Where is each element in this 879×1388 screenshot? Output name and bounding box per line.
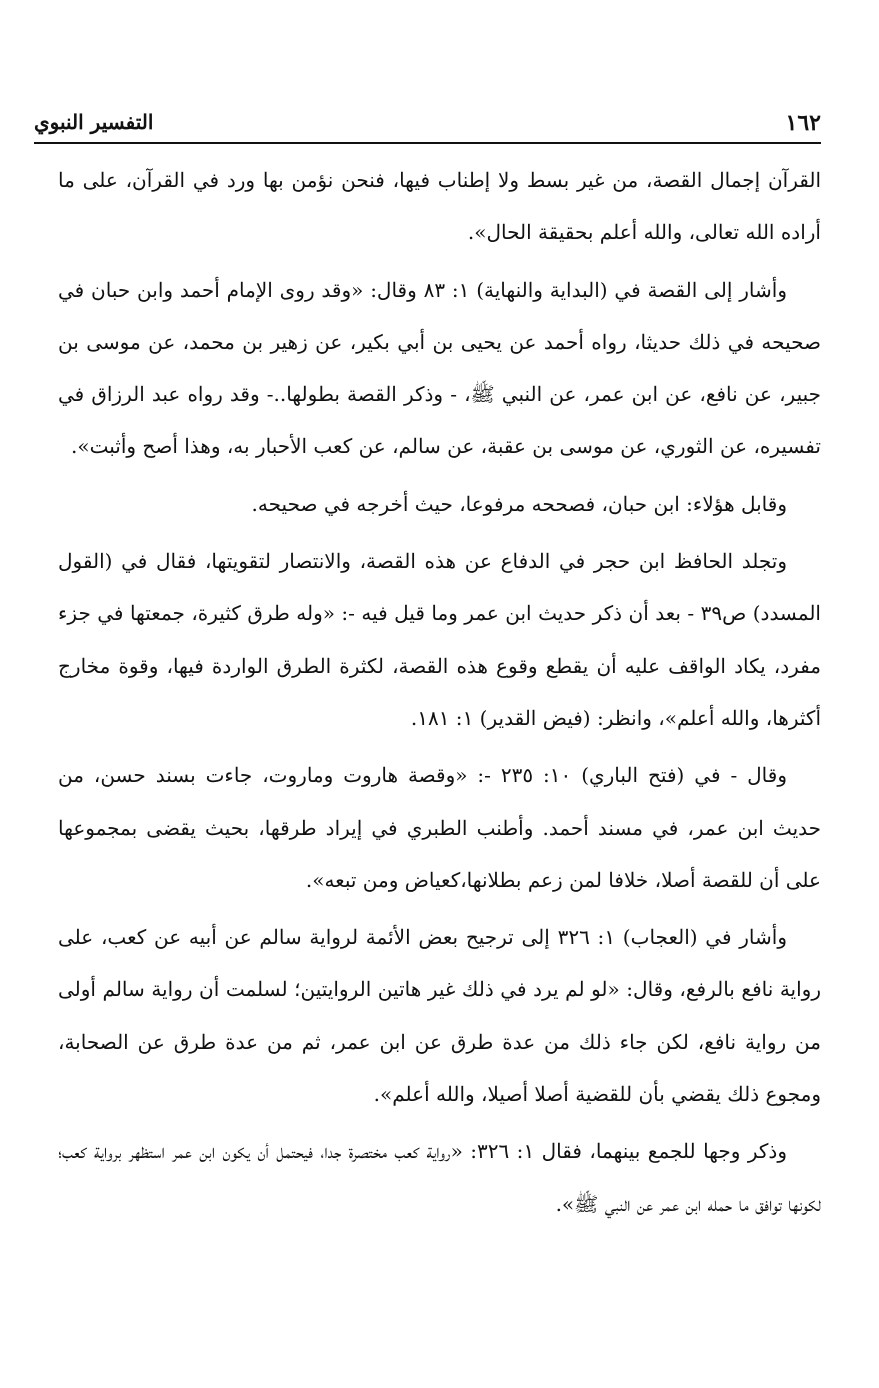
paragraph-ibn-hajar: وتجلد الحافظ ابن حجر في الدفاع عن هذه القصة، والانتصار لتقويتها، فقال في (القول المسدد) ص٣٩ - بعد أن ذكر حديث ابن عمر وما قيل فيه -: «وله طرق كثيرة، جمعتها في جزء مفرد، يكاد الواقف عليه أن يقطع وقوع هذه القصة، لكثرة الطرق الواردة فيها، وقوة مخارج أكثرها، والله أعلم»، وانظر: (فيض القدير) ١: ١٨١. bbox=[58, 549, 821, 730]
paragraph-reconciliation: وذكر وجها للجمع بينهما، فقال ١: ٣٢٦: «رواية كعب مختصرة جدا، فيحتمل أن يكون ابن عمر استظهر برواية كعب؛ لكونها توافق ما حمله ابن عمر عن النبي ﷺ». bbox=[58, 1139, 821, 1216]
paragraph-bidaya: وأشار إلى القصة في (البداية والنهاية) ١: ٨٣ وقال: «وقد روى الإمام أحمد وابن حبان في صحيحه في ذلك حديثا، رواه أحمد عن يحيى بن أبي بكير، عن زهير بن محمد، عن موسى بن جبير، عن نافع، عن ابن عمر، عن النبي ﷺ، - وذكر القصة بطولها..- وقد رواه عبد الرزاق في تفسيره، عن الثوري، عن موسى بن عقبة، عن سالم، عن كعب الأحبار به، وهذا أصح وأثبت». bbox=[58, 277, 821, 459]
page-number: ١٦٢ bbox=[785, 110, 821, 136]
body-text bbox=[58, 154, 821, 1235]
page-header bbox=[34, 108, 821, 144]
running-title: التفسير النبوي bbox=[34, 110, 154, 134]
paragraph-continuation: القرآن إجمال القصة، من غير بسط ولا إطناب فيها، فنحن نؤمن بها ورد في القرآن، على ما أراده الله تعالى، والله أعلم بحقيقة الحال». bbox=[58, 168, 821, 245]
paragraph-fath-albari: وقال - في (فتح الباري) ١٠: ٢٣٥ -: «وقصة هاروت وماروت، جاءت بسند حسن، من حديث ابن عمر، في مسند أحمد. وأطنب الطبري في إيراد طرقها، بحيث يقضى بمجموعها على أن للقصة أصلا، خلافا لمن زعم بطلانها،كعياض ومن تبعه». bbox=[58, 763, 821, 892]
paragraph-ibn-hibban: وقابل هؤلاء: ابن حبان، فصححه مرفوعا، حيث أخرجه في صحيحه. bbox=[251, 491, 787, 516]
paragraph-alujab: وأشار في (العجاب) ١: ٣٢٦ إلى ترجيح بعض الأئمة لرواية سالم عن أبيه عن كعب، على رواية نافع بالرفع، وقال: «لو لم يرد في ذلك غير هاتين الروايتين؛ لسلمت أن رواية سالم أولى من رواية نافع، لكن جاء ذلك من عدة طرق عن ابن عمر، ثم من عدة طرق عن الصحابة، ومجوع ذلك يقضي بأن للقضية أصلا أصيلا، والله أعلم». bbox=[58, 925, 821, 1107]
